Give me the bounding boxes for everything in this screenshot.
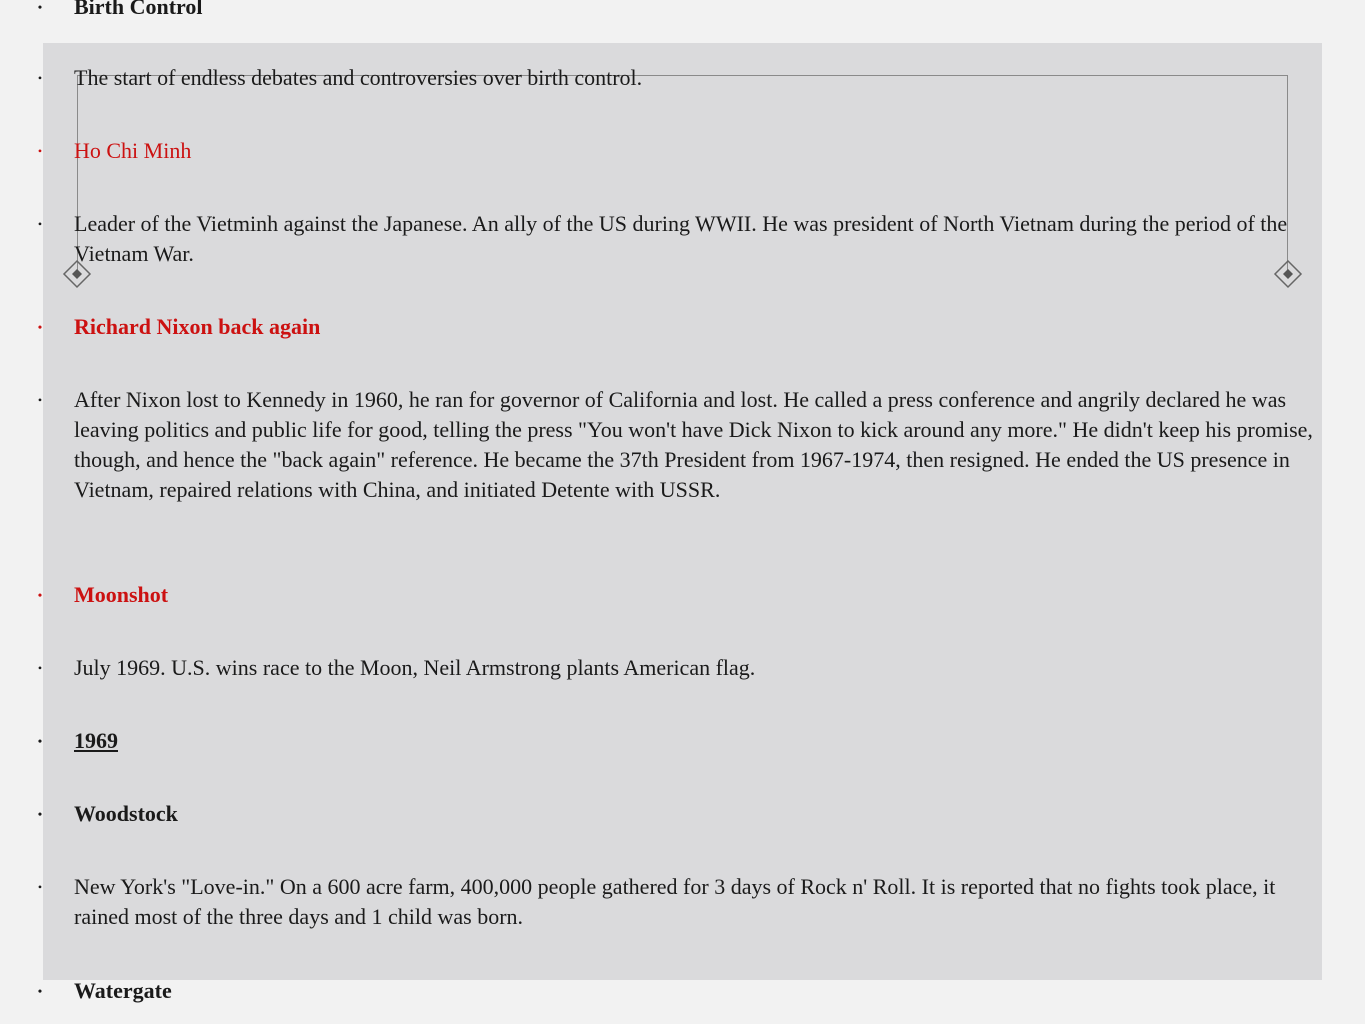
- list-item-text: Watergate: [74, 978, 172, 1003]
- list-item-text: New York's "Love-in." On a 600 acre farm, 400,000 people gathered for 3 days of Rock n' Roll. It is reported that no fights took place, it rained most of the three days and 1 child was born.: [74, 874, 1276, 929]
- bullet-icon: •: [37, 144, 43, 158]
- list-item-birth-control-heading: [37, 0, 1324, 22]
- list-item-nixon-desc: [37, 385, 1324, 505]
- list-item-birth-control-desc: [37, 63, 1324, 93]
- list-item-watergate-heading: [37, 976, 1324, 1006]
- bullet-icon: •: [37, 588, 43, 602]
- list-item-text: Moonshot: [74, 582, 169, 607]
- list-item-text: July 1969. U.S. wins race to the Moon, Neil Armstrong plants American flag.: [74, 655, 756, 680]
- list-item-text: 1969: [74, 728, 118, 753]
- bullet-icon: •: [37, 393, 43, 407]
- bullet-icon: •: [37, 880, 43, 894]
- bullet-icon: •: [37, 661, 43, 675]
- list-item-nixon-heading: [37, 312, 1324, 342]
- list-item-text: Leader of the Vietminh against the Japanese. An ally of the US during WWII. He was president of North Vietnam during the period of the Vietnam War.: [74, 211, 1288, 266]
- list-item-moonshot-heading: [37, 580, 1324, 610]
- list-item-ho-chi-minh-heading: [37, 136, 1324, 166]
- list-item-text: Woodstock: [74, 801, 178, 826]
- bullet-icon: •: [37, 734, 43, 748]
- bullet-icon: •: [37, 984, 43, 998]
- bullet-icon: •: [37, 217, 43, 231]
- list-item-1969-heading: [37, 726, 1324, 756]
- bullet-icon: •: [37, 807, 43, 821]
- list-item-ho-chi-minh-desc: [37, 209, 1324, 269]
- list-item-woodstock-desc: [37, 872, 1324, 932]
- list-item-woodstock-heading: [37, 799, 1324, 829]
- list-item-text: Ho Chi Minh: [74, 138, 192, 163]
- bullet-icon: •: [37, 320, 43, 334]
- list-item-moonshot-desc: [37, 653, 1324, 683]
- list-item-text: The start of endless debates and controversies over birth control.: [74, 65, 643, 90]
- bullet-icon: •: [37, 0, 43, 14]
- list-item-text: Richard Nixon back again: [74, 314, 321, 339]
- list-item-text: Birth Control: [74, 0, 203, 19]
- list-item-text: After Nixon lost to Kennedy in 1960, he ran for governor of California and lost. He called a press conference and angrily declared he was leaving politics and public life for good, telling the press "You won't have Dick Nixon to kick around any more." He didn't keep his promise, though, and hence the "back again" reference. He became the 37th President from 1967-1974, then resigned. He ended the US presence in Vietnam, repaired relations with China, and initiated Detente with USSR.: [74, 387, 1313, 502]
- bullet-icon: •: [37, 71, 43, 85]
